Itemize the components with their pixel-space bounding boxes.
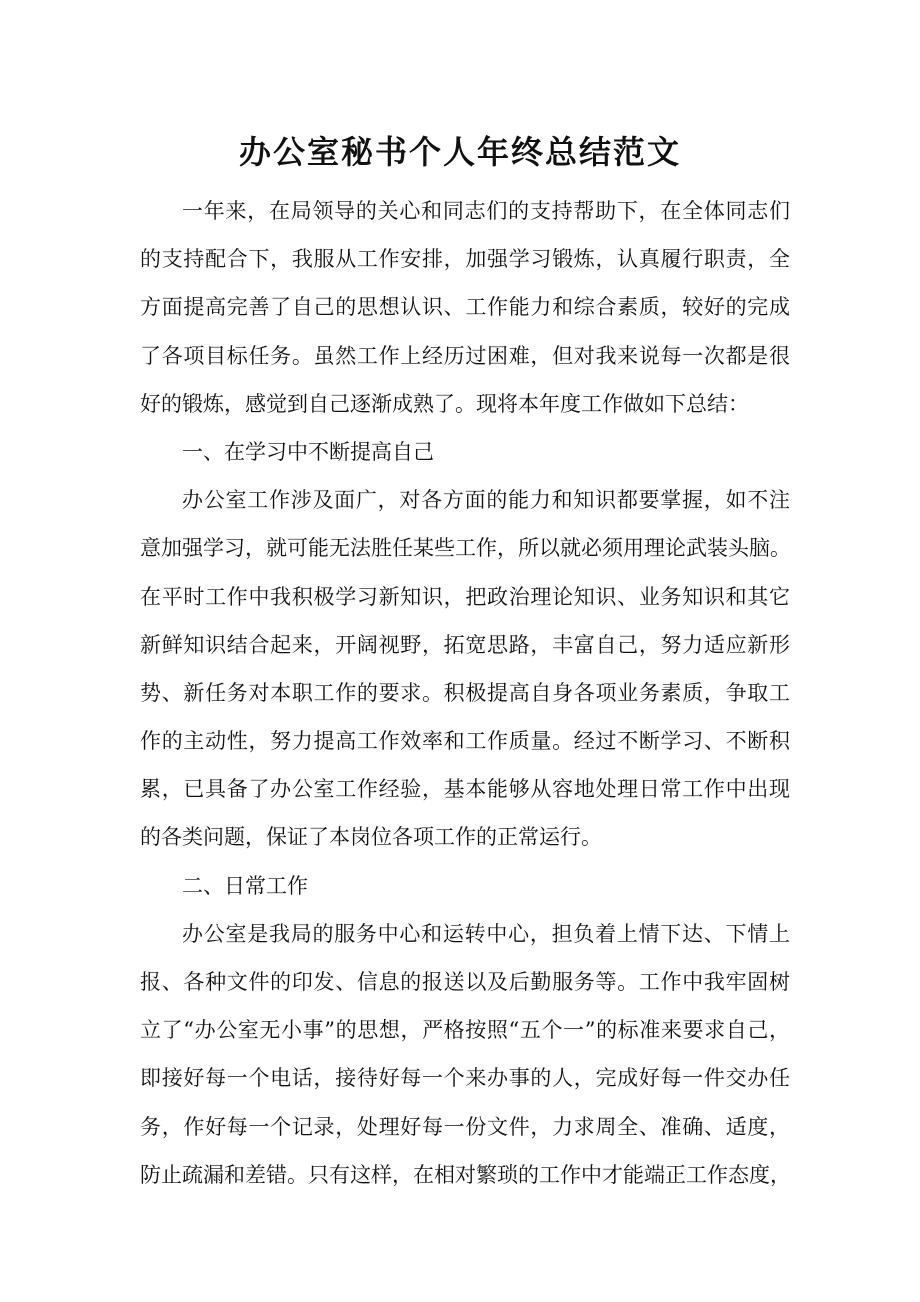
paragraph-line: 累，已具备了办公室工作经验，基本能够从容地处理日常工作中出现 [140, 777, 790, 802]
paragraph-line: 立了“办公室无小事”的思想，严格按照“五个一”的标准来要求自己， [140, 1018, 790, 1043]
paragraph-line: 意加强学习，就可能无法胜任某些工作，所以就必须用理论武装头脑。 [140, 536, 791, 561]
paragraph-line: 一年来，在局领导的关心和同志们的支持帮助下，在全体同志们 [182, 199, 790, 223]
document-title: 办公室秘书个人年终总结范文 [238, 133, 681, 171]
paragraph-line: 在平时工作中我积极学习新知识，把政治理论知识、业务知识和其它 [140, 584, 790, 609]
paragraph-line: 方面提高完善了自己的思想认识、工作能力和综合素质，较好的完成 [140, 295, 790, 320]
paragraph-line: 办公室工作涉及面广，对各方面的能力和知识都要掌握，如不注 [182, 488, 790, 513]
paragraph-line: 即接好每一个电话，接待好每一个来办事的人，完成好每一件交办任 [140, 1066, 790, 1091]
section-heading: 二、日常工作 [182, 873, 308, 898]
section-heading: 一、在学习中不断提高自己 [182, 439, 434, 464]
paragraph-line: 作的主动性，努力提高工作效率和工作质量。经过不断学习、不断积 [140, 729, 790, 754]
paragraph-line: 的各类问题，保证了本岗位各项工作的正常运行。 [140, 825, 602, 850]
paragraph-line: 防止疏漏和差错。只有这样，在相对繁琐的工作中才能端正工作态度， [140, 1162, 791, 1187]
paragraph-line: 办公室是我局的服务中心和运转中心，担负着上情下达、下情上 [182, 921, 790, 946]
paragraph-line: 了各项目标任务。虽然工作上经历过困难，但对我来说每一次都是很 [140, 343, 790, 368]
paragraph-line: 报、各种文件的印发、信息的报送以及后勤服务等。工作中我牢固树 [140, 970, 790, 994]
document-body [140, 187, 790, 1199]
paragraph-line: 好的锻炼，感觉到自己逐渐成熟了。现将本年度工作做如下总结： [140, 391, 749, 416]
paragraph-line: 新鲜知识结合起来，开阔视野，拓宽思路，丰富自己，努力适应新形 [140, 632, 790, 657]
paragraph-line: 务，作好每一个记录，处理好每一份文件，力求周全、准确、适度， [140, 1114, 790, 1139]
paragraph-line: 的支持配合下，我服从工作安排，加强学习锻炼，认真履行职责，全 [140, 247, 790, 272]
paragraph-line: 势、新任务对本职工作的要求。积极提高自身各项业务素质，争取工 [140, 680, 790, 705]
